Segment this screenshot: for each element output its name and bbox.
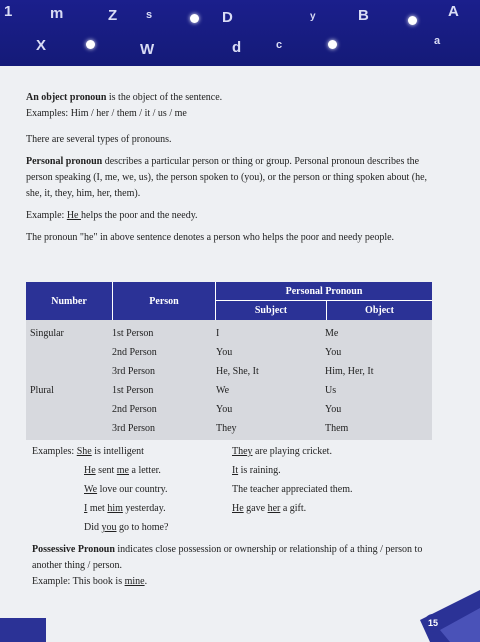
banner-glyph: 1 bbox=[4, 3, 13, 20]
cell-person: 3rd Person bbox=[112, 366, 156, 377]
possessive-pronoun-section bbox=[32, 542, 442, 590]
example-pronoun: They bbox=[232, 446, 253, 457]
term-personal-pronoun: Personal pronoun bbox=[26, 156, 103, 167]
example-rest: a gift. bbox=[280, 503, 307, 514]
cell-object: Us bbox=[325, 385, 337, 396]
example-pronoun: you bbox=[101, 522, 117, 533]
examples-right-column bbox=[232, 442, 452, 518]
table-header bbox=[26, 282, 432, 320]
example-prefix: Example: This book is bbox=[32, 576, 125, 587]
banner-glyph: y bbox=[310, 11, 316, 22]
banner-glyph: m bbox=[50, 5, 64, 22]
example-rest: yesterday. bbox=[122, 503, 166, 514]
cell-person: 2nd Person bbox=[112, 347, 157, 358]
example-rest: go to home? bbox=[116, 522, 169, 533]
banner-glyph: B bbox=[358, 7, 369, 24]
example-rest: helps the poor and the needy. bbox=[81, 210, 198, 221]
cell-person: 2nd Person bbox=[112, 404, 157, 415]
header-subgroup bbox=[216, 301, 432, 320]
table-row bbox=[26, 343, 432, 362]
example-pronoun: He bbox=[66, 210, 81, 221]
cell-subject: I bbox=[216, 328, 220, 339]
possessive-definition bbox=[32, 542, 442, 574]
cell-subject: You bbox=[216, 404, 233, 415]
example-pronoun: him bbox=[107, 503, 123, 514]
example-rest: love our country. bbox=[97, 484, 168, 495]
example-item bbox=[232, 480, 452, 499]
header-subject: Subject bbox=[216, 301, 327, 320]
example-pronoun: He bbox=[84, 465, 96, 476]
banner-glyph: c bbox=[276, 39, 283, 51]
footer-decoration-left bbox=[0, 618, 46, 642]
example-rest: a letter. bbox=[129, 465, 161, 476]
cell-person: 1st Person bbox=[112, 385, 154, 396]
table-row bbox=[26, 419, 432, 438]
example-pronoun: her bbox=[267, 503, 281, 514]
example-pronoun: It bbox=[232, 465, 239, 476]
example-item bbox=[32, 442, 232, 461]
banner-glyph: X bbox=[36, 37, 47, 54]
example-rest: gave bbox=[243, 503, 268, 514]
example-pronoun: mine bbox=[124, 576, 145, 587]
banner-glyph: D bbox=[222, 9, 233, 26]
example-item bbox=[232, 499, 452, 518]
banner-glyph: s bbox=[146, 9, 153, 21]
example-text: The teacher appreciated them. bbox=[232, 484, 353, 495]
banner-glyph: d bbox=[232, 39, 242, 56]
table-row bbox=[26, 362, 432, 381]
example-item bbox=[32, 480, 232, 499]
cell-subject: He, She, It bbox=[216, 366, 259, 377]
example-rest: sent bbox=[95, 465, 117, 476]
cell-object: Him, Her, It bbox=[325, 366, 374, 377]
personal-pronoun-table bbox=[26, 282, 432, 440]
definition-text: is the object of the sentence. bbox=[106, 92, 223, 103]
definition-text: describes a particular person or thing or group. Personal pronoun describes the person speaking (I, me, we, us), the person spoken to (you), or the person or thing spoken about (he, she, it, they, him, her, them). bbox=[26, 156, 428, 199]
example-prefix: Example: bbox=[26, 210, 67, 221]
page-number: 15 bbox=[424, 614, 442, 632]
bulb-icon bbox=[190, 14, 199, 23]
cell-object: Me bbox=[325, 328, 339, 339]
banner-glyph: a bbox=[434, 35, 441, 47]
cell-number: Singular bbox=[30, 328, 64, 339]
example-rest: are playing cricket. bbox=[252, 446, 332, 457]
banner-glyph: A bbox=[448, 3, 459, 20]
cell-object: Them bbox=[325, 423, 349, 434]
example-rest: is intelligent bbox=[91, 446, 144, 457]
example-item bbox=[232, 442, 452, 461]
bulb-icon bbox=[328, 40, 337, 49]
cell-object: You bbox=[325, 404, 342, 415]
table-row bbox=[26, 324, 432, 343]
term-object-pronoun: An object pronoun bbox=[26, 92, 107, 103]
example-rest: met bbox=[87, 503, 108, 514]
banner-glyph: Z bbox=[108, 7, 118, 24]
denotes-line: The pronoun "he" in above sentence denotes a person who helps the poor and needy people. bbox=[26, 232, 395, 243]
table-body bbox=[26, 320, 432, 440]
cell-object: You bbox=[325, 347, 342, 358]
page bbox=[0, 66, 480, 642]
example-prefix: Did bbox=[84, 522, 102, 533]
example-sentence bbox=[26, 208, 438, 224]
example-pronoun: She bbox=[76, 446, 92, 457]
bulb-icon bbox=[86, 40, 95, 49]
header-object: Object bbox=[365, 305, 394, 316]
table-row bbox=[26, 381, 432, 400]
example-item bbox=[32, 499, 232, 518]
bulb-icon bbox=[408, 16, 417, 25]
definition-text: indicates close possession or ownership or relationship of a thing / person to another thing / person. bbox=[32, 544, 423, 571]
examples-left-column bbox=[32, 442, 232, 537]
possessive-example bbox=[32, 574, 442, 590]
decorative-banner bbox=[0, 0, 480, 66]
header-personal-pronoun-group bbox=[216, 282, 432, 320]
types-line: There are several types of pronouns. bbox=[26, 134, 172, 145]
example-rest: is raining. bbox=[238, 465, 281, 476]
cell-person: 1st Person bbox=[112, 328, 154, 339]
cell-person: 3rd Person bbox=[112, 423, 156, 434]
cell-subject: They bbox=[216, 423, 237, 434]
example-pronoun: We bbox=[84, 484, 98, 495]
object-pronoun-definition bbox=[26, 90, 438, 106]
term-possessive-pronoun: Possessive Pronoun bbox=[32, 544, 115, 555]
cell-number: Plural bbox=[30, 385, 54, 396]
example-pronoun: me bbox=[116, 465, 129, 476]
header-number: Number bbox=[26, 282, 113, 320]
example-item bbox=[32, 518, 232, 537]
cell-subject: We bbox=[216, 385, 230, 396]
example-rest: . bbox=[144, 576, 148, 587]
cell-subject: You bbox=[216, 347, 233, 358]
personal-pronoun-definition bbox=[26, 154, 438, 202]
example-item bbox=[32, 461, 232, 480]
examples-label: Examples: bbox=[32, 446, 77, 457]
header-personal-pronoun: Personal Pronoun bbox=[216, 282, 432, 301]
example-pronoun: I bbox=[84, 503, 88, 514]
example-item bbox=[232, 461, 452, 480]
examples-line: Examples: Him / her / them / it / us / me bbox=[26, 108, 187, 119]
table-row bbox=[26, 400, 432, 419]
intro-section bbox=[26, 90, 438, 252]
example-pronoun: He bbox=[232, 503, 244, 514]
header-person: Person bbox=[113, 282, 216, 320]
banner-glyph: W bbox=[140, 41, 155, 58]
